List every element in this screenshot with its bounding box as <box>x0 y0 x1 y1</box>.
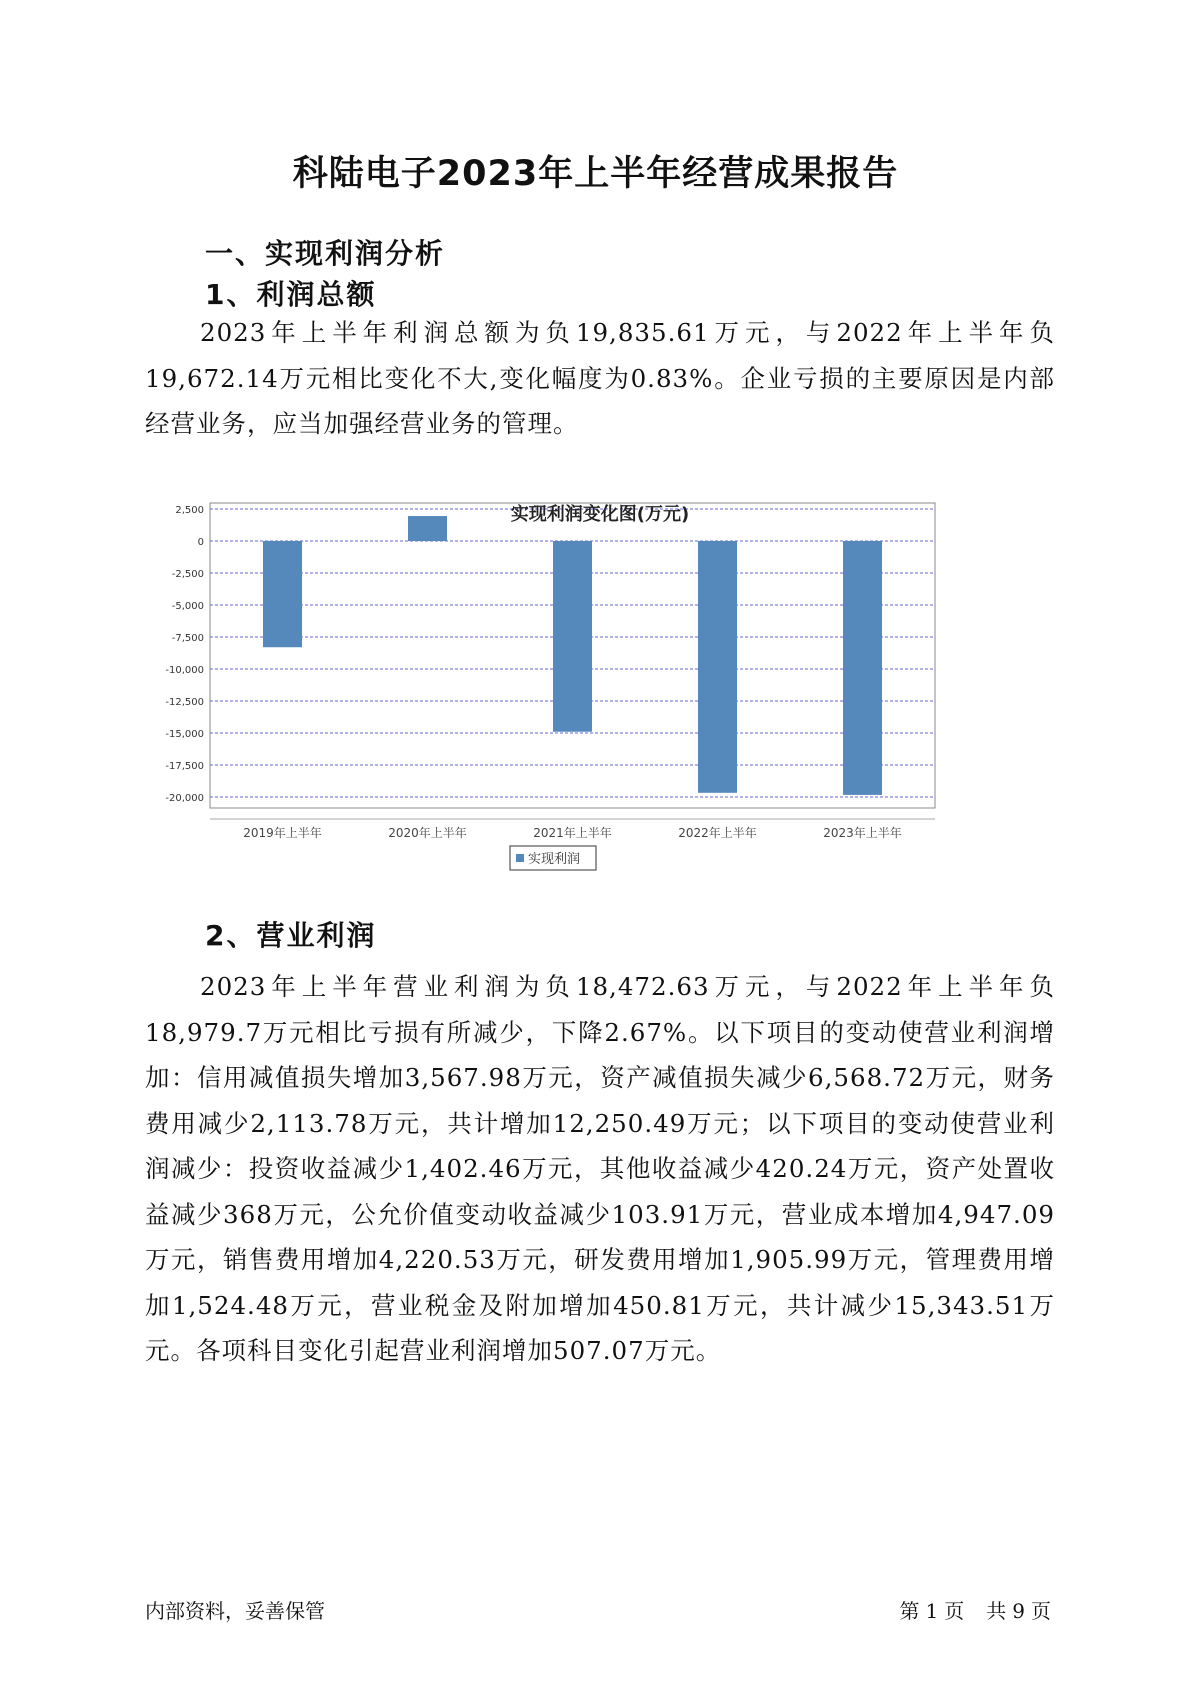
profit-chart <box>145 490 1055 950</box>
subheading-operating-profit: 2、营业利润 <box>205 919 377 952</box>
page-prefix: 第 <box>899 1599 920 1623</box>
document-title: 科陆电子2023年上半年经营成果报告 <box>292 154 899 194</box>
x-tick-label: 2019年上半年 <box>243 826 322 840</box>
section-heading-profit-analysis: 一、实现利润分析 <box>205 237 446 270</box>
footer-confidential-note: 内部资料，妥善保管 <box>145 1599 325 1623</box>
total-num: 9 <box>1012 1599 1025 1623</box>
total-suffix: 页 <box>1031 1599 1051 1623</box>
bar <box>263 541 302 647</box>
legend-label: 实现利润 <box>528 852 581 867</box>
footer-page-number <box>894 1595 1051 1624</box>
y-tick-label: -10,000 <box>165 665 204 676</box>
legend-swatch <box>516 854 524 862</box>
x-tick-label: 2020年上半年 <box>388 826 467 840</box>
bar <box>698 541 737 793</box>
bar <box>843 541 882 795</box>
y-tick-label: 0 <box>197 537 204 548</box>
paragraph-total-profit: 2023年上半年利润总额为负19,835.61万元，与2022年上半年负19,672.14万元相比变化不大,变化幅度为0.83%。企业亏损的主要原因是内部经营业务，应当加强经营业务的管理。 <box>145 318 1055 438</box>
chart-title: 实现利润变化图(万元) <box>510 504 690 525</box>
y-tick-label: 2,500 <box>175 505 204 516</box>
page-mid: 页 <box>944 1599 965 1623</box>
y-tick-label: -5,000 <box>171 601 204 612</box>
y-tick-label: -7,500 <box>171 633 204 644</box>
y-tick-label: -20,000 <box>165 793 204 804</box>
subheading-total-profit: 1、利润总额 <box>205 278 377 311</box>
y-tick-label: -12,500 <box>165 697 204 708</box>
x-tick-label: 2023年上半年 <box>823 826 902 840</box>
paragraph-operating-profit: 2023年上半年营业利润为负18,472.63万元，与2022年上半年负18,979.7万元相比亏损有所减少，下降2.67%。以下项目的变动使营业利润增加：信用减值损失增加3,567.98万元，资产减值损失减少6,568.72万元，财务费用减少2,113.78万元，共计增加12,250.49万元；以下项目的变动使营业利润减少：投资收益减少1,402.46万元，其他收益减少420.24万元，资产处置收益减少368万元，公允价值变动收益减少103.91万元，营业成本增加4,947.09万元，销售费用增加4,220.53万元，研发费用增加1,905.99万元，管理费用增加1,524.48万元，营业税金及附加增加450.81万元，共计减少15,343.51万元。各项科目变化引起营业利润增加507.07万元。 <box>145 972 1055 1365</box>
x-tick-label: 2022年上半年 <box>678 826 757 840</box>
x-tick-label: 2021年上半年 <box>533 826 612 840</box>
page-num: 1 <box>925 1599 939 1623</box>
total-prefix: 共 <box>986 1599 1007 1623</box>
y-tick-label: -17,500 <box>165 761 204 772</box>
profit-bar-chart <box>145 490 1055 950</box>
y-tick-label: -15,000 <box>165 729 204 740</box>
bar <box>553 541 592 732</box>
y-tick-label: -2,500 <box>171 569 204 580</box>
